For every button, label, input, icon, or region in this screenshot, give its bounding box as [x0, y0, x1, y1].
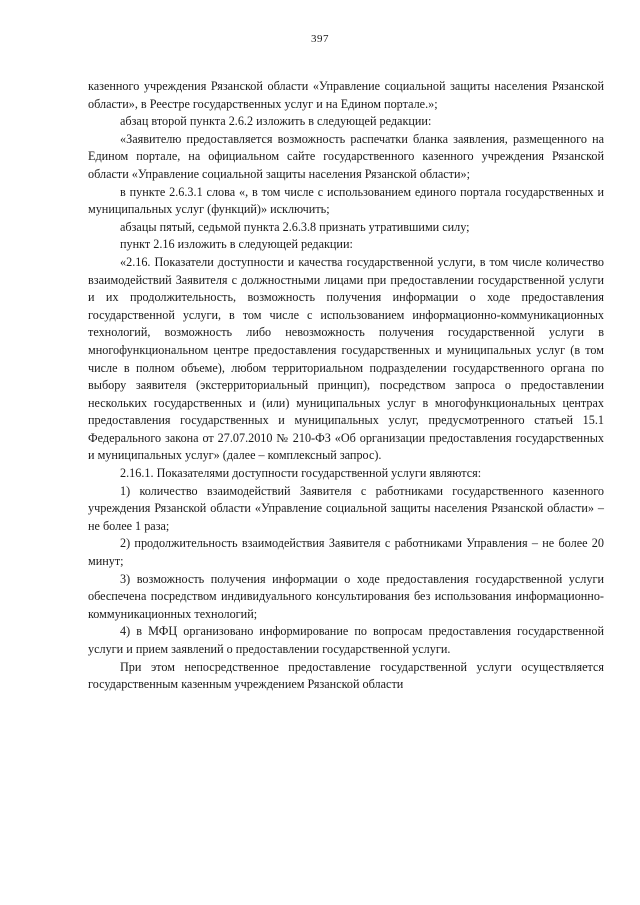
document-body — [88, 78, 604, 694]
paragraph: в пункте 2.6.3.1 слова «, в том числе с использованием единого портала государственных и муниципальных услуг (функций)» исключить; — [88, 184, 604, 217]
paragraph: 4) в МФЦ организовано информирование по вопросам предоставления государственной услуги и прием заявлений о предоставлении государственной услуги. — [88, 624, 604, 656]
paragraph: абзацы пятый, седьмой пункта 2.6.3.8 признать утратившими силу; — [120, 219, 470, 234]
paragraph: 1) количество взаимодействий Заявителя с работниками государственного казенного учреждения Рязанской области «Управление социальной защиты населения Рязанской области» – не более 1 раза; — [88, 483, 604, 533]
paragraph: «Заявителю предоставляется возможность распечатки бланка заявления, размещенного на Едином портале, на официальном сайте государственного казенного учреждения Рязанской области «Управление социальной защиты населения Рязанской области»; — [88, 131, 604, 181]
paragraph: пункт 2.16 изложить в следующей редакции: — [120, 237, 353, 252]
paragraph: 2.16.1. Показателями доступности государственной услуги являются: — [120, 466, 482, 481]
paragraph: 3) возможность получения информации о ходе предоставления государственной услуги обеспечена посредством индивидуального консультирования без использования информационно-коммуникационных технологий; — [88, 571, 604, 621]
page-number: 397 — [311, 33, 329, 45]
paragraph: При этом непосредственное предоставление государственной услуги осуществляется государственным казенным учреждением Рязанской области — [88, 659, 604, 692]
paragraph: абзац второй пункта 2.6.2 изложить в следующей редакции: — [120, 114, 432, 129]
paragraph: 2) продолжительность взаимодействия Заявителя с работниками Управления – не более 20 минут; — [88, 536, 604, 569]
paragraph-continuation: казенного учреждения Рязанской области «Управление социальной защиты населения Рязанской области», в Реестре государственных услуг и на Едином портале.»; — [88, 79, 604, 111]
paragraph: «2.16. Показатели доступности и качества государственной услуги, в том числе количество взаимодействий Заявителя с должностными лицами при предоставлении государственной услуги и их продолжительность, возможность получения информации о ходе предоставления государственной услуги, в том числе с использованием информационно-коммуникационных технологий, возможность либо невозможность получения государственной услуги в многофункциональном центре предоставления государственных и муниципальных услуг (в том числе в полном объеме), любом территориальном подразделении государственного органа по выбору заявителя (экстерриториальный принцип), посредством запроса о предоставлении нескольких государственных и (или) муниципальных услуг в многофункциональных центрах предоставления государственных и муниципальных услуг, предусмотренного статьей 15.1 Федерального закона от 27.07.2010 № 210-ФЗ «Об организации предоставления государственных и муниципальных услуг» (далее – комплексный запрос). — [88, 254, 604, 463]
